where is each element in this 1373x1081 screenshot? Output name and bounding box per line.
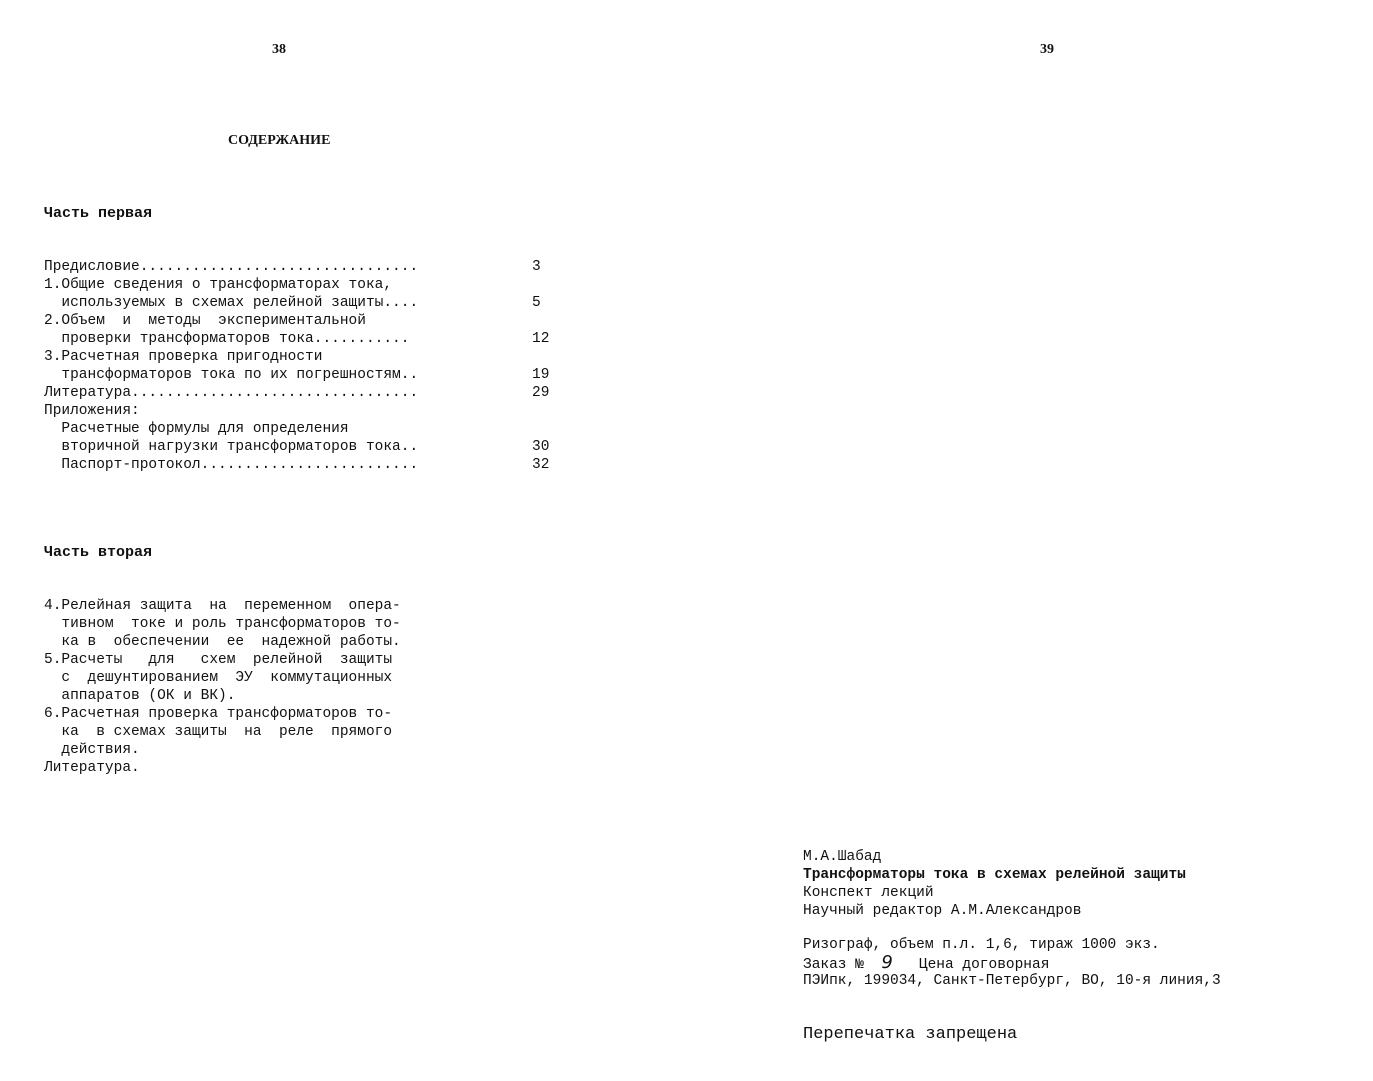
toc-page-number xyxy=(532,348,564,366)
toc-page-number: 19 xyxy=(532,367,550,383)
toc-page-number: 29 xyxy=(532,385,550,401)
toc-row xyxy=(44,366,564,384)
toc-page-number xyxy=(532,402,564,420)
toc-line: ка в схемах защиты на реле прямого xyxy=(44,724,393,740)
toc-entry-text: 1.Общие сведения о трансформаторах тока, xyxy=(44,277,393,293)
imprint-editor: Научный редактор А.М.Александров xyxy=(803,903,1082,919)
toc-row xyxy=(44,402,564,420)
toc-line: тивном токе и роль трансформаторов то- xyxy=(44,616,401,632)
toc-line: 6.Расчетная проверка трансформаторов то- xyxy=(44,706,393,722)
toc-row xyxy=(44,294,564,312)
toc-page-number: 30 xyxy=(532,439,550,455)
toc-row xyxy=(44,456,564,474)
toc-row xyxy=(44,312,564,330)
toc-page-number xyxy=(532,420,564,438)
toc-entry-text: вторичной нагрузки трансформаторов тока.. xyxy=(44,439,419,455)
toc-line: 4.Релейная защита на переменном опера- xyxy=(44,598,401,614)
toc-entry-text: Предисловие................................ xyxy=(44,259,419,275)
page-number-left: 38 xyxy=(272,42,286,57)
toc-page-number: 3 xyxy=(532,259,541,275)
imprint-block xyxy=(803,848,1221,990)
imprint-title: Трансформаторы тока в схемах релейной защиты xyxy=(803,867,1186,883)
toc-entry-text: 3.Расчетная проверка пригодности xyxy=(44,349,323,365)
imprint-publisher: ПЭИпк, 199034, Санкт-Петербург, ВО, 10-я линия,3 xyxy=(803,973,1221,989)
price-text: Цена договорная xyxy=(918,957,1050,973)
toc-page-number: 32 xyxy=(532,457,550,473)
toc-entry-text: Паспорт-протокол......................... xyxy=(44,457,419,473)
toc-row xyxy=(44,330,564,348)
imprint-author: М.А.Шабад xyxy=(803,849,882,865)
toc-entry-text: используемых в схемах релейной защиты.... xyxy=(44,295,419,311)
order-label: Заказ № xyxy=(803,957,864,973)
toc-entry-text: Литература................................. xyxy=(44,385,419,401)
toc-page-number xyxy=(532,312,564,330)
reprint-notice: Перепечатка запрещена xyxy=(803,1025,1018,1044)
part2-title: Часть вторая xyxy=(44,544,153,561)
toc-line: Литература. xyxy=(44,760,140,776)
toc-row xyxy=(44,276,564,294)
toc-row xyxy=(44,384,564,402)
order-number: 9 xyxy=(881,952,893,973)
toc-entry-text: проверки трансформаторов тока........... xyxy=(44,331,410,347)
toc-entry-text: Расчетные формулы для определения xyxy=(44,421,349,437)
part1-title: Часть первая xyxy=(44,205,153,222)
toc-row xyxy=(44,258,564,276)
imprint-print-info: Ризограф, объем п.л. 1,6, тираж 1000 экз. xyxy=(803,937,1160,953)
toc-page-number: 5 xyxy=(532,295,541,311)
contents-heading: СОДЕРЖАНИЕ xyxy=(228,133,331,148)
toc-line: 5.Расчеты для схем релейной защиты xyxy=(44,652,393,668)
toc-page-number: 12 xyxy=(532,331,550,347)
part2-toc xyxy=(44,597,484,777)
toc-entry-text: трансформаторов тока по их погрешностям.. xyxy=(44,367,419,383)
imprint-order-line xyxy=(803,954,1221,972)
toc-line: ка в обеспечении ее надежной работы. xyxy=(44,634,401,650)
imprint-subtitle: Конспект лекций xyxy=(803,885,934,901)
toc-entry-text: 2.Объем и методы экспериментальной xyxy=(44,313,366,329)
toc-line: с дешунтированием ЭУ коммутационных xyxy=(44,670,393,686)
toc-row xyxy=(44,348,564,366)
toc-entry-text: Приложения: xyxy=(44,403,140,419)
toc-line: действия. xyxy=(44,742,140,758)
page-number-right: 39 xyxy=(1040,42,1054,57)
toc-row xyxy=(44,420,564,438)
part1-toc xyxy=(44,258,564,474)
toc-page-number xyxy=(532,276,564,294)
toc-line: аппаратов (ОК и ВК). xyxy=(44,688,236,704)
toc-row xyxy=(44,438,564,456)
